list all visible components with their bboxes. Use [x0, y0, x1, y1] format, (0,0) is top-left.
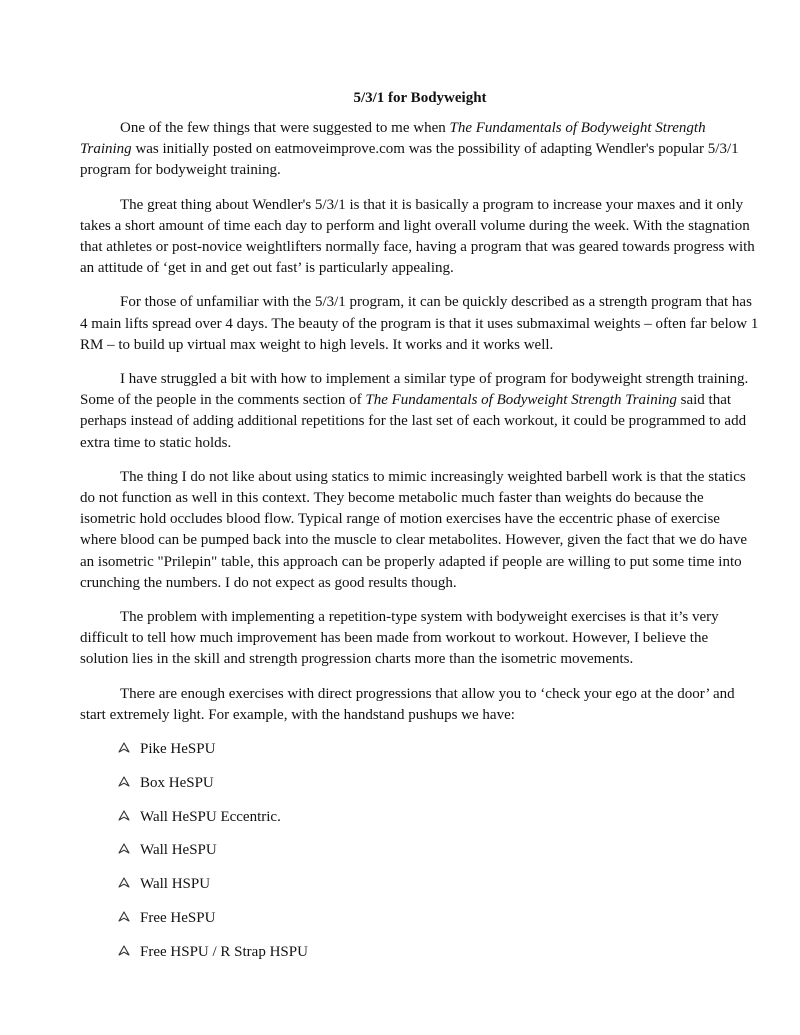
paragraph-text: There are enough exercises with direct progressions that allow you to ‘check your ego at the door’ and start extremely light. For example, with the handstand pushups we have: — [80, 685, 735, 723]
list-item-label: Wall HeSPU — [140, 842, 217, 859]
list-item-label: Wall HeSPU Eccentric. — [140, 808, 281, 825]
body-paragraph — [80, 607, 760, 671]
paragraph-text: said that perhaps instead of adding additional repetitions for the last set of each workout, it could be programmed to add extra time to static holds. — [80, 392, 747, 451]
list-item-label: Free HeSPU — [140, 910, 216, 927]
body-paragraph — [80, 684, 760, 726]
arrowhead-bullet-icon — [118, 911, 130, 923]
list-item — [80, 874, 760, 894]
document-page — [80, 88, 760, 976]
hspu-progression-list — [80, 739, 760, 962]
body-paragraph — [80, 118, 760, 182]
paragraph-text: was initially posted on eatmoveimprove.com was the possibility of adapting Wendler's popular 5/3/1 program for bodyweight training. — [80, 141, 739, 179]
arrowhead-bullet-icon — [118, 810, 130, 822]
paragraph-text: I have struggled a bit with how to implement a similar type of program for bodyweight strength training. Some of the people in the comments section of — [80, 371, 749, 409]
document-title: 5/3/1 for Bodyweight — [353, 90, 487, 106]
paragraph-text: For those of unfamiliar with the 5/3/1 program, it can be quickly described as a strength program that has 4 main lifts spread over 4 days. The beauty of the program is that it uses submaximal weights – often far below 1 RM – to build up virtual max weight to high levels. It works and it works well. — [80, 294, 759, 353]
list-item — [80, 840, 760, 860]
list-item — [80, 739, 760, 759]
paragraph-text: One of the few things that were suggested to me when — [120, 120, 450, 136]
list-item-label: Pike HeSPU — [140, 741, 216, 758]
body-paragraphs — [80, 118, 760, 726]
body-paragraph — [80, 369, 760, 454]
list-item — [80, 773, 760, 793]
body-paragraph — [80, 195, 760, 280]
body-paragraph — [80, 292, 760, 356]
list-item-label: Wall HSPU — [140, 876, 211, 893]
paragraph-text: The great thing about Wendler's 5/3/1 is that it is basically a program to increase your maxes and it only takes a short amount of time each day to perform and light overall volume during the week. With the stagnation that athletes or post-novice weightlifters normally face, having a program that was geared towards progress with an attitude of ‘get in and get out fast’ is particularly appealing. — [80, 196, 755, 277]
arrowhead-bullet-icon — [118, 945, 130, 957]
list-item — [80, 908, 760, 928]
italic-book-title: The Fundamentals of Bodyweight Strength Training — [365, 392, 677, 409]
arrowhead-bullet-icon — [118, 742, 130, 754]
italic-book-title: The Fundamentals of Bodyweight Strength Training — [80, 120, 706, 158]
list-item-label: Box HeSPU — [140, 774, 214, 791]
list-item — [80, 942, 760, 962]
list-item — [80, 807, 760, 827]
paragraph-text: The problem with implementing a repetition-type system with bodyweight exercises is that it’s very difficult to tell how much improvement has been made from workout to workout. However, I believe the solution lies in the skill and strength progression charts more than the isometric movements. — [80, 609, 719, 668]
paragraph-text: The thing I do not like about using statics to mimic increasingly weighted barbell work is that the statics do not function as well in this context. They become metabolic much faster than weights do because the isometric hold occludes blood flow. Typical range of motion exercises have the eccentric phase of exercise where blood can be pumped back into the muscle to clear metabolites. However, given the fact that we do have an isometric "Prilepin" table, this approach can be properly adapted if people are willing to put some time into crunching the numbers. I do not expect as good results though. — [80, 468, 748, 591]
arrowhead-bullet-icon — [118, 877, 130, 889]
arrowhead-bullet-icon — [118, 843, 130, 855]
list-item-label: Free HSPU / R Strap HSPU — [140, 943, 308, 960]
body-paragraph — [80, 467, 760, 594]
arrowhead-bullet-icon — [118, 776, 130, 788]
